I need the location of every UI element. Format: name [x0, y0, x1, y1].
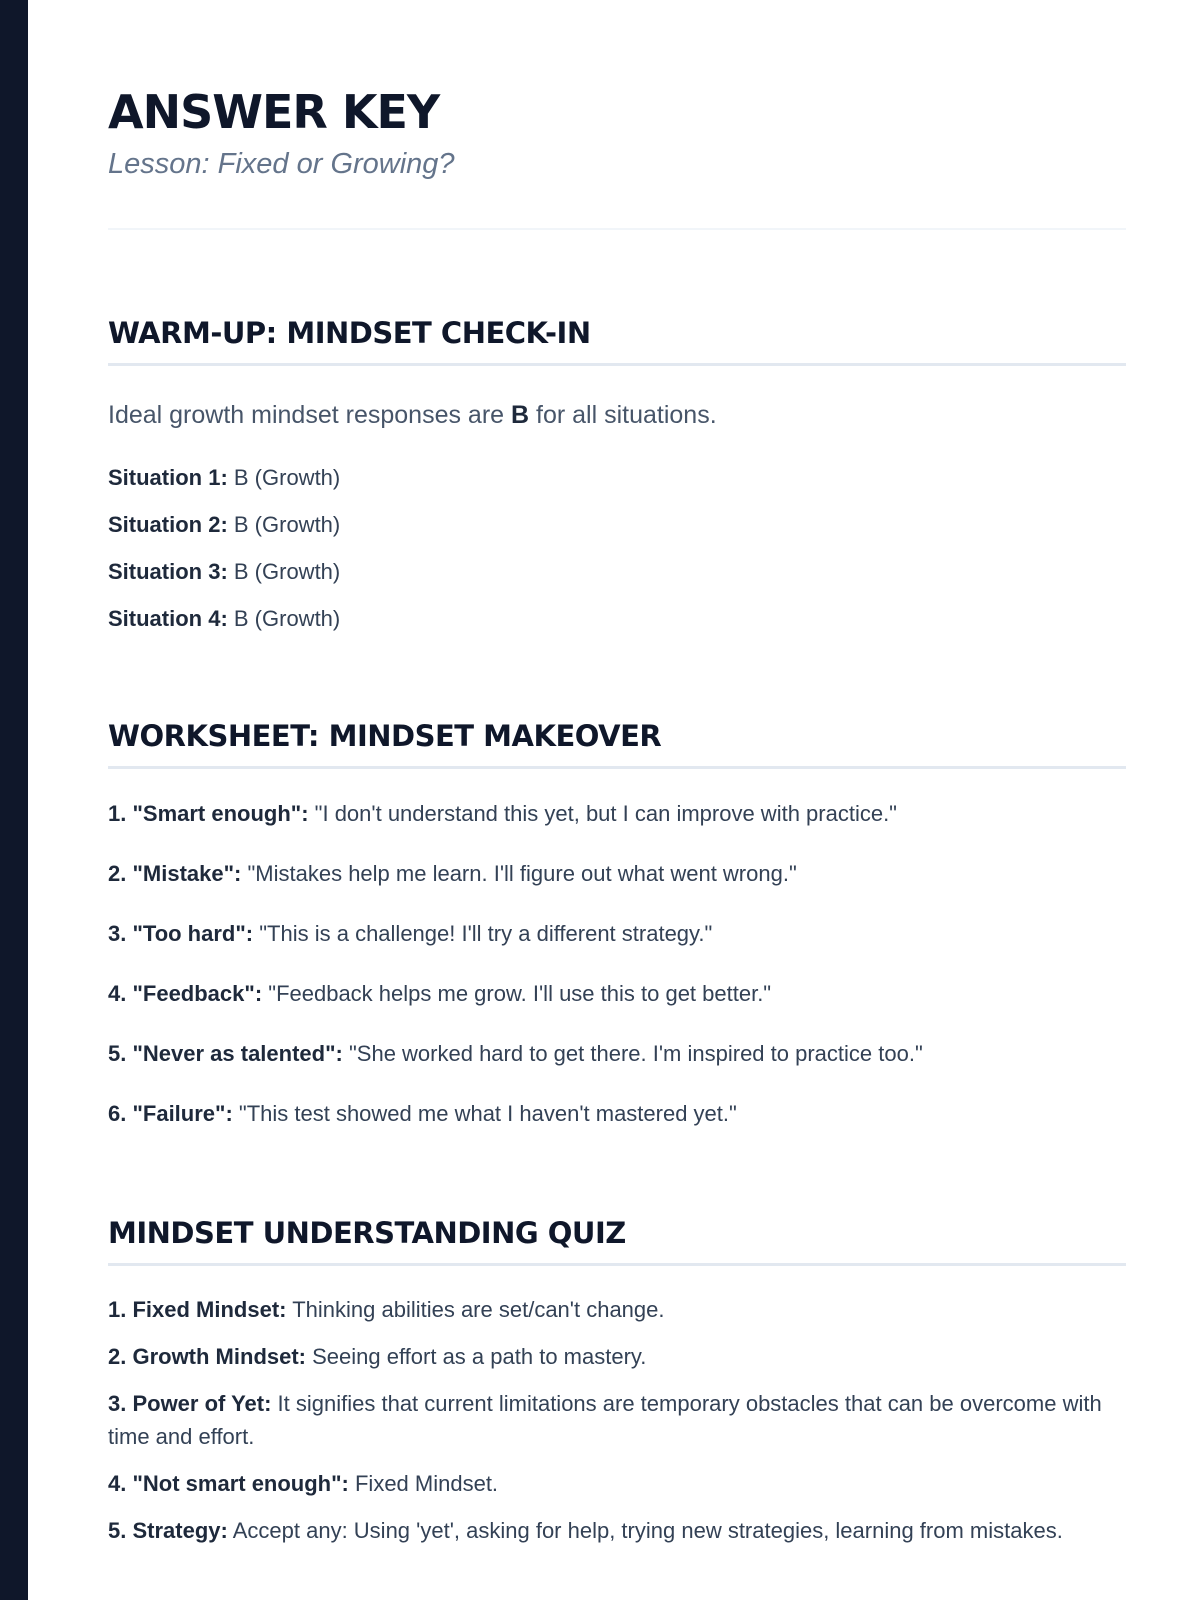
warmup-intro	[108, 398, 717, 432]
situation-label: Situation 1:	[108, 465, 228, 490]
quiz-item-5	[108, 1514, 1126, 1547]
situation-answer: B (Growth)	[227, 606, 341, 631]
worksheet-item-5	[108, 1037, 1126, 1070]
warmup-situation-2	[108, 508, 1126, 541]
quiz-item-2	[108, 1340, 1126, 1373]
quiz-term: 1. Fixed Mindset:	[108, 1297, 287, 1322]
worksheet-prompt: 4. "Feedback":	[108, 981, 263, 1006]
warmup-intro-pre: Ideal growth mindset responses are	[108, 401, 511, 429]
worksheet-prompt: 3. "Too hard":	[108, 921, 254, 946]
worksheet-item-6	[108, 1097, 1126, 1130]
worksheet-item-2	[108, 857, 1126, 890]
warmup-situation-3	[108, 555, 1126, 588]
quiz-answer: Accept any: Using 'yet', asking for help, trying new strategies, learning from mistakes.	[227, 1518, 1063, 1543]
worksheet-heading: WORKSHEET: MINDSET MAKEOVER	[108, 716, 1126, 769]
worksheet-answer: "Feedback helps me grow. I'll use this to get better."	[262, 981, 772, 1006]
worksheet-answer: "This test showed me what I haven't mastered yet."	[232, 1101, 737, 1126]
worksheet-answer: "I don't understand this yet, but I can improve with practice."	[308, 801, 897, 826]
situation-label: Situation 2:	[108, 512, 228, 537]
situation-label: Situation 4:	[108, 606, 228, 631]
quiz-heading: MINDSET UNDERSTANDING QUIZ	[108, 1213, 1126, 1266]
left-accent-bar	[0, 0, 28, 1600]
quiz-answer: It signifies that current limitations are temporary obstacles that can be overcome with time and effort.	[108, 1391, 1102, 1449]
quiz-item-1	[108, 1293, 1126, 1326]
quiz-answer: Thinking abilities are set/can't change.	[286, 1297, 665, 1322]
quiz-term: 2. Growth Mindset:	[108, 1344, 306, 1369]
worksheet-item-4	[108, 977, 1126, 1010]
quiz-item-3	[108, 1387, 1126, 1453]
quiz-item-4	[108, 1467, 1126, 1500]
worksheet-answer: "This is a challenge! I'll try a different strategy."	[253, 921, 713, 946]
quiz-answer: Fixed Mindset.	[348, 1471, 499, 1496]
worksheet-answer: "Mistakes help me learn. I'll figure out what went wrong."	[241, 861, 797, 886]
warmup-intro-post: for all situations.	[529, 401, 717, 429]
page-title: ANSWER KEY	[108, 85, 440, 139]
situation-answer: B (Growth)	[227, 512, 341, 537]
warmup-situation-4	[108, 602, 1126, 635]
situation-answer: B (Growth)	[227, 559, 341, 584]
quiz-answer: Seeing effort as a path to mastery.	[306, 1344, 647, 1369]
situation-label: Situation 3:	[108, 559, 228, 584]
situation-answer: B (Growth)	[227, 465, 341, 490]
lesson-subtitle: Lesson: Fixed or Growing?	[108, 148, 455, 180]
warmup-heading: WARM-UP: MINDSET CHECK-IN	[108, 313, 1126, 366]
worksheet-item-1	[108, 797, 1126, 830]
warmup-intro-answer: B	[511, 401, 530, 429]
quiz-term: 3. Power of Yet:	[108, 1391, 272, 1416]
worksheet-prompt: 1. "Smart enough":	[108, 801, 309, 826]
header-divider	[108, 228, 1126, 230]
quiz-term: 5. Strategy:	[108, 1518, 228, 1543]
worksheet-answer: "She worked hard to get there. I'm inspired to practice too."	[342, 1041, 923, 1066]
quiz-term: 4. "Not smart enough":	[108, 1471, 349, 1496]
worksheet-prompt: 2. "Mistake":	[108, 861, 242, 886]
worksheet-item-3	[108, 917, 1126, 950]
warmup-situation-1	[108, 461, 1126, 494]
worksheet-prompt: 6. "Failure":	[108, 1101, 233, 1126]
worksheet-prompt: 5. "Never as talented":	[108, 1041, 343, 1066]
